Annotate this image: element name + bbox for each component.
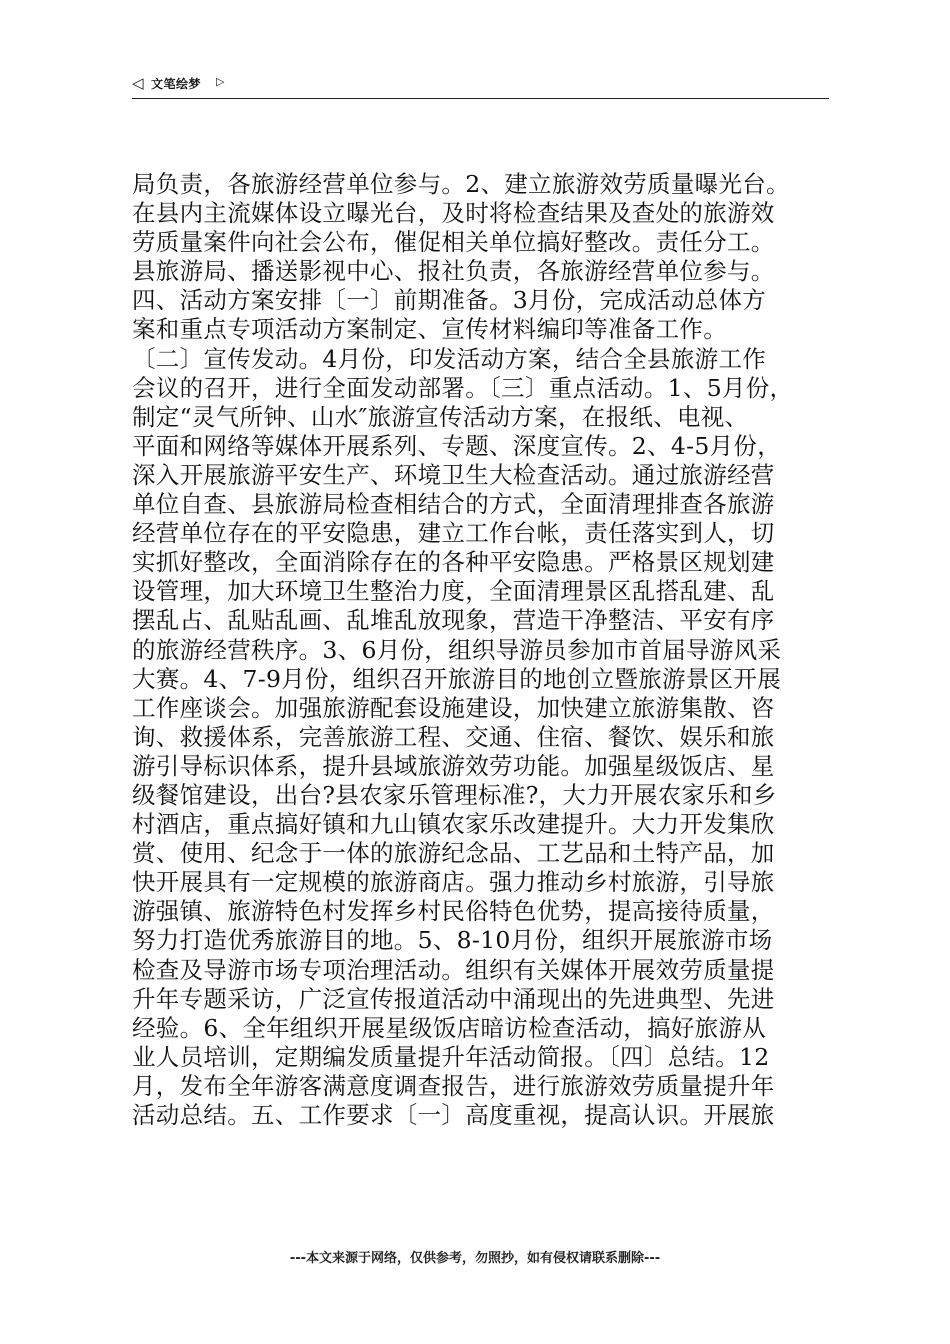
body-text: 局负责，各旅游经营单位参与。2、建立旅游效劳质量曝光台。 在县内主流媒体设立曝光台，及时将检查结果及查处的旅游效 劳质量案件向社会公布，催促相关单位搞好整改。责任分工。 县旅游局、播送影视中心、报社负责，各旅游经营单位参与。 四、活动方案安排〔一〕前期准备。3月份，完成活动总体方 案和重点专项活动方案制定、宣传材料编印等准备工作。 〔二〕宣传发动。4月份，印发活动方案，结合全县旅游工作 会议的召开，进行全面发动部署。〔三〕重点活动。1、5月份， 制定“灵气所钟、山水″旅游宣传活动方案，在报纸、电视、 平面和网络等媒体开展系列、专题、深度宣传。2、4-5月份， 深入开展旅游平安生产、环境卫生大检查活动。通过旅游经营 单位自查、县旅游局检查相结合的方式，全面清理排查各旅游 经营单位存在的平安隐患，建立工作台帐，责任落实到人，切 实抓好整改，全面消除存在的各种平安隐患。严格景区规划建 设管理，加大环境卫生整治力度，全面清理景区乱搭乱建、乱 摆乱占、乱贴乱画、乱堆乱放现象，营造干净整洁、平安有序 的旅游经营秩序。3、6月份，组织导游员参加市首届导游风采 大赛。4、7-9月份，组织召开旅游目的地创立暨旅游景区开展 工作座谈会。加强旅游配套设施建设，加快建立旅游集散、咨 询、救援体系，完善旅游工程、交通、住宿、餐饮、娱乐和旅 游引导标识体系，提升县域旅游效劳功能。加强星级饭店、星 级餐馆建设，出台?县农家乐管理标准?，大力开展农家乐和乡 村酒店，重点搞好镇和九山镇农家乐改建提升。大力开发集欣 赏、使用、纪念于一体的旅游纪念品、工艺品和土特产品，加 快开展具有一定规模的旅游商店。强力推动乡村旅游，引导旅 游强镇、旅游特色村发挥乡村民俗特色优势，提高接待质量， 努力打造优秀旅游目的地。5、8-10月份，组织开展旅游市场 检查及导游市场专项治理活动。组织有关媒体开展效劳质量提 升年专题采访，广泛宣传报道活动中涌现出的先进典型、先进 经验。6、全年组织开展星级饭店暗访检查活动，搞好旅游从 业人员培训，定期编发质量提升年活动简报。〔四〕总结。12 月，发布全年游客满意度调查报告，进行旅游效劳质量提升年 活动总结。五、工作要求〔一〕高度重视，提高认识。开展旅: [132, 170, 794, 1129]
left-triangle-icon: ◁: [132, 74, 144, 92]
page-header: [132, 72, 829, 99]
footer-disclaimer: ---本文来源于网络，仅供参考，勿照抄，如有侵权请联系删除---: [289, 1251, 661, 1266]
right-triangle-icon: ▷: [216, 75, 225, 88]
header-title: 文笔绘梦: [151, 77, 202, 91]
